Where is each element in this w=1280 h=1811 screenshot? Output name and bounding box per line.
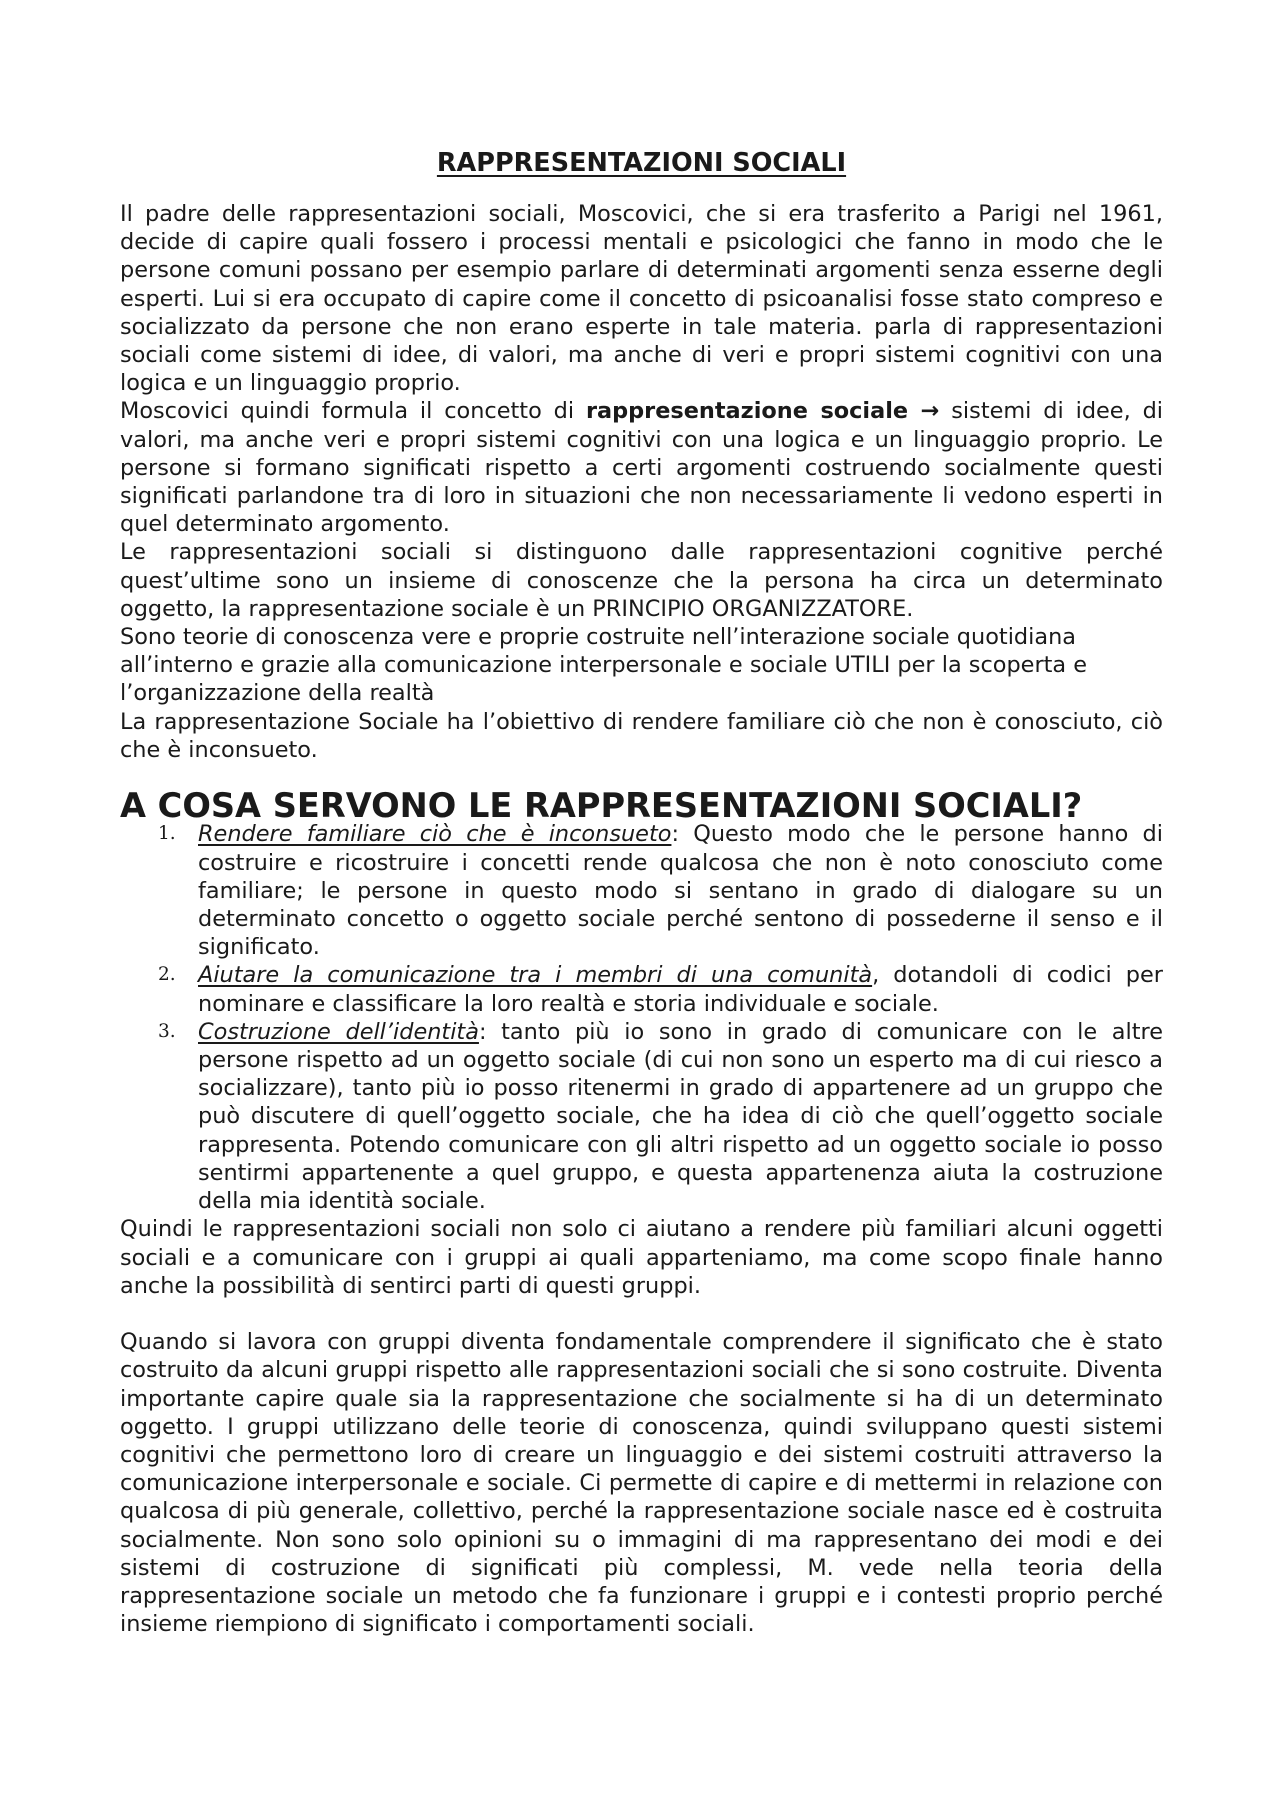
list-item-term: Rendere familiare ciò che è inconsueto [198, 821, 672, 848]
list-item-term: Costruzione dell’identità [198, 1018, 479, 1045]
list-number: 1. [158, 823, 176, 845]
list-item-text: : tanto più io sono in grado di comunicare con le altre persone rispetto ad un oggetto sociale (di cui non sono un esperto ma di cui riesco a socializzare), tanto più io posso ritenermi in grado di appartenere ad un gruppo che può discutere di quell’oggetto sociale, che ha idea di ciò che quell’oggetto sociale rappresenta. Potendo comunicare con gli altri rispetto ad un oggetto sociale io posso sentirmi appartenente a quel gruppo, e questa appartenenza aiuta la costruzione della mia identità sociale. [198, 1018, 1163, 1215]
list-item-text: , dotandoli di codici per nominare e classificare la loro realtà e storia individuale e sociale. [198, 962, 1163, 1017]
key-concept-term: rappresentazione sociale → [585, 398, 940, 425]
intro-paragraph-4: Sono teorie di conoscenza vere e proprie costruite nell’interazione sociale quotidiana all’interno e grazie alla comunicazione interpersonale e sociale UTILI per la scoperta e l’organizzazione della realtà [120, 624, 1088, 707]
intro-paragraph-2 [120, 397, 1163, 538]
list-number: 3. [158, 1020, 176, 1042]
document-title: RAPPRESENTAZIONI SOCIALI [436, 148, 847, 178]
list-item [120, 961, 1163, 1017]
document-page [120, 148, 1163, 1638]
purpose-list [120, 820, 1163, 1215]
section-heading: A COSA SERVONO LE RAPPRESENTAZIONI SOCIALI? [120, 786, 1083, 826]
intro-paragraph-1: Il padre delle rappresentazioni sociali, Moscovici, che si era trasferito a Parigi nel 1961, decide di capire quali fossero i processi mentali e psicologici che fanno in modo che le persone comuni possano per esempio parlare di determinati argomenti senza esserne degli esperti. Lui si era occupato di capire come il concetto di psicoanalisi fosse stato compreso e socializzato da persone che non erano esperte in tale materia. parla di rappresentazioni sociali come sistemi di idee, di valori, ma anche di veri e propri sistemi cognitivi con una logica e un linguaggio proprio. [120, 201, 1163, 397]
list-number: 2. [158, 964, 176, 986]
intro-paragraph-5: La rappresentazione Sociale ha l’obiettivo di rendere familiare ciò che non è conosciuto, ciò che è inconsueto. [120, 708, 1163, 763]
section-conclusion: Quindi le rappresentazioni sociali non solo ci aiutano a rendere più familiari alcuni oggetti sociali e a comunicare con i gruppi ai quali apparteniamo, ma come scopo finale hanno anche la possibilità di sentirci parti di questi gruppi. [120, 1216, 1163, 1299]
list-item [120, 820, 1163, 961]
spacer [120, 1300, 1163, 1328]
list-item [120, 1018, 1163, 1215]
closing-paragraph: Quando si lavora con gruppi diventa fondamentale comprendere il significato che è stato costruito da alcuni gruppi rispetto alle rappresentazioni sociali che si sono costruite. Diventa importante capire quale sia la rappresentazione che socialmente si ha di un determinato oggetto. I gruppi utilizzano delle teorie di conoscenza, quindi sviluppano questi sistemi cognitivi che permettono loro di creare un linguaggio e dei sistemi costruiti attraverso la comunicazione interpersonale e sociale. Ci permette di capire e di mettermi in relazione con qualcosa di più generale, collettivo, perché la rappresentazione sociale nasce ed è costruita socialmente. Non sono solo opinioni su o immagini di ma rappresentano dei modi e dei sistemi di costruzione di significati più complessi, M. vede nella teoria della rappresentazione sociale un metodo che fa funzionare i gruppi e i contesti proprio perché insieme riempiono di significato i comportamenti sociali. [120, 1329, 1163, 1638]
list-item-term: Aiutare la comunicazione tra i membri di una comunità [198, 962, 873, 989]
intro-paragraph-2-lead: Moscovici quindi formula il concetto di [120, 398, 586, 425]
list-item-text: : Questo modo che le persone hanno di costruire e ricostruire i concetti rende qualcosa che non è noto conosciuto come familiare; le persone in questo modo si sentano in grado di dialogare su un determinato concetto o oggetto sociale perché sentono di possederne il senso e il significato. [198, 821, 1163, 961]
intro-paragraph-3: Le rappresentazioni sociali si distinguono dalle rappresentazioni cognitive perché quest’ultime sono un insieme di conoscenze che la persona ha circa un determinato oggetto, la rappresentazione sociale è un PRINCIPIO ORGANIZZATORE. [120, 539, 1163, 622]
intro-paragraph-2-body: sistemi di idee, di valori, ma anche veri e propri sistemi cognitivi con una logica e un linguaggio proprio. Le persone si formano significati rispetto a certi argomenti costruendo socialmente questi significati parlandone tra di loro in situazioni che non necessariamente li vedono esperti in quel determinato argomento. [120, 398, 1164, 538]
